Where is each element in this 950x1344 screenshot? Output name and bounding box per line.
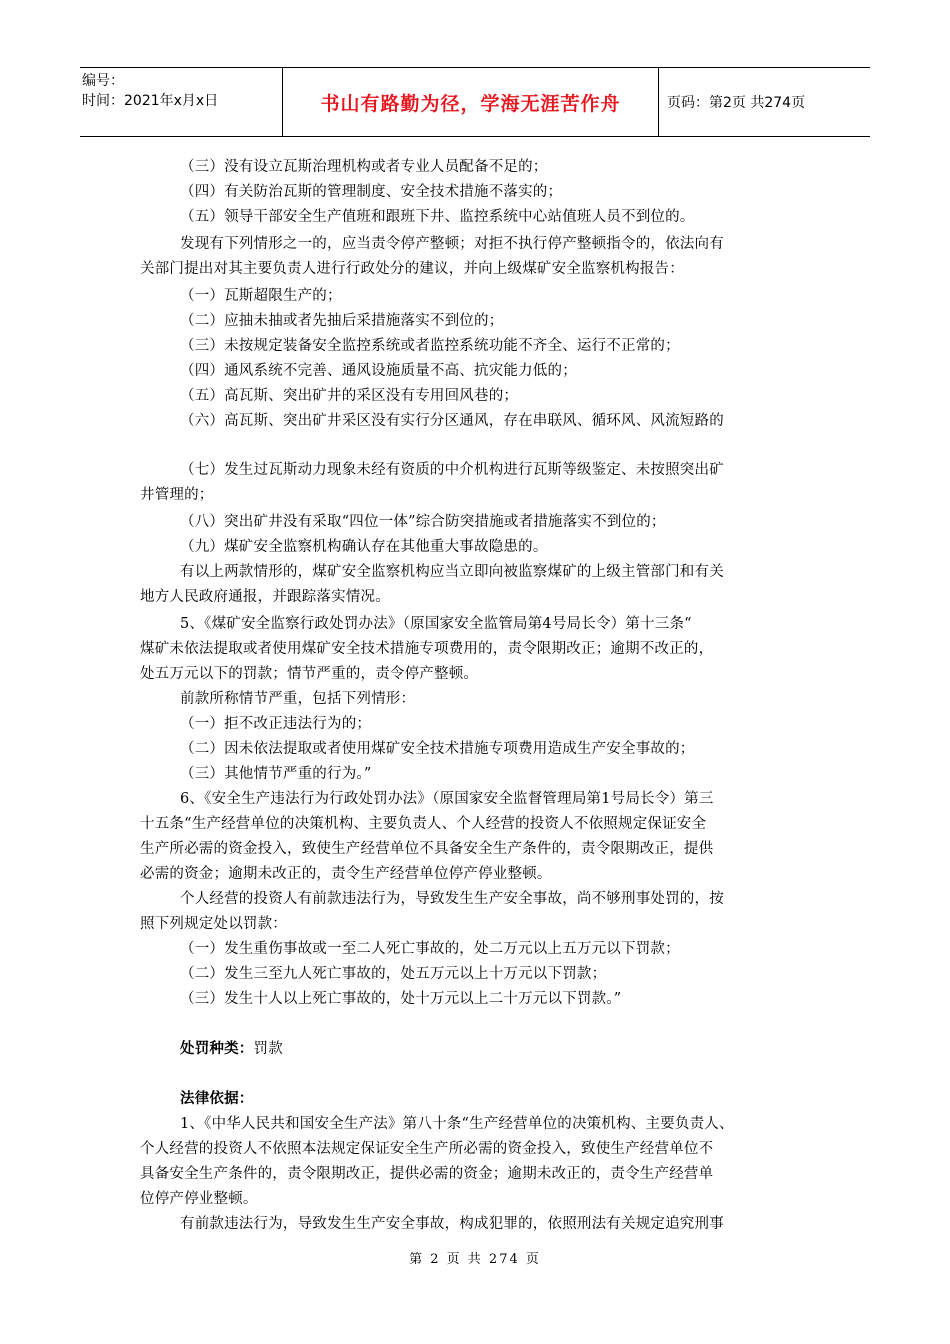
paragraph-line: 有以上两款情形的，煤矿安全监察机构应当立即向被监察煤矿的上级主管部门和有关 <box>180 564 724 580</box>
paragraph-line: 6、《安全生产违法行为行政处罚办法》（原国家安全监督管理局第1号局长令）第三 <box>180 791 714 807</box>
paragraph-line: （三）未按规定装备安全监控系统或者监控系统功能不齐全、运行不正常的； <box>180 338 680 354</box>
paragraph-line: （一）拒不改正违法行为的； <box>180 716 372 732</box>
header-page-cell <box>659 68 870 136</box>
motto-text: 书山有路勤为径，学海无涯苦作舟 <box>320 92 621 115</box>
penalty-type-line <box>180 1039 283 1059</box>
paragraph-line: 照下列规定处以罚款： <box>140 916 287 932</box>
paragraph-line: （七）发生过瓦斯动力现象未经有资质的中介机构进行瓦斯等级鉴定、未按照突出矿 <box>180 462 724 478</box>
legal-line: 有前款违法行为，导致发生生产安全事故，构成犯罪的，依照刑法有关规定追究刑事 <box>180 1216 724 1232</box>
legal-line: 具备安全生产条件的，责令限期改正，提供必需的资金；逾期未改正的，责令生产经营单 <box>140 1166 714 1182</box>
paragraph-line: 地方人民政府通报，并跟踪落实情况。 <box>140 589 390 605</box>
paragraph-line: （八）突出矿井没有采取“四位一体”综合防突措施或者措施落实不到位的； <box>180 514 666 530</box>
penalty-type-label: 处罚种类： <box>180 1041 254 1057</box>
page-footer: 第 2 页 共 274 页 <box>409 1252 541 1267</box>
paragraph-line: （五）高瓦斯、突出矿井的采区没有专用回风巷的； <box>180 388 519 404</box>
header-motto-cell <box>283 68 659 136</box>
paragraph-line: （二）因未依法提取或者使用煤矿安全技术措施专项费用造成生产安全事故的； <box>180 741 695 757</box>
paragraph-line: （二）发生三至九人死亡事故的，处五万元以上十万元以下罚款； <box>180 966 607 982</box>
paragraph-line: 必需的资金；逾期未改正的，责令生产经营单位停产停业整顿。 <box>140 866 552 882</box>
paragraph-line: （六）高瓦斯、突出矿井采区没有实行分区通风，存在串联风、循环风、风流短路的 <box>180 413 724 429</box>
document-date: 时间：2021年x月x日 <box>82 93 219 109</box>
paragraph-line: （三）没有设立瓦斯治理机构或者专业人员配备不足的； <box>180 159 548 175</box>
paragraph-line: （三）发生十人以上死亡事故的，处十万元以上二十万元以下罚款。” <box>180 991 622 1007</box>
header-page-number: 页码：第2页 共274页 <box>667 95 806 111</box>
paragraph-line: 生产所必需的资金投入，致使生产经营单位不具备安全生产条件的，责令限期改正，提供 <box>140 841 714 857</box>
legal-basis-heading: 法律依据： <box>180 1091 254 1107</box>
penalty-type-value: 罚款 <box>253 1041 283 1057</box>
paragraph-line: （一）瓦斯超限生产的； <box>180 288 342 304</box>
legal-line: 位停产停业整顿。 <box>140 1191 258 1207</box>
legal-line: 个人经营的投资人不依照本法规定保证安全生产所必需的资金投入，致使生产经营单位不 <box>140 1141 714 1157</box>
paragraph-line: 关部门提出对其主要负责人进行行政处分的建议，并向上级煤矿安全监察机构报告： <box>140 261 684 277</box>
page-header <box>80 67 870 137</box>
paragraph-line: 5、《煤矿安全监察行政处罚办法》（原国家安全监管局第4号局长令）第十三条“ <box>180 616 692 632</box>
paragraph-line: 个人经营的投资人有前款违法行为，导致发生生产安全事故，尚不够刑事处罚的，按 <box>180 891 724 907</box>
paragraph-line: 十五条“生产经营单位的决策机构、主要负责人、个人经营的投资人不依照规定保证安全 <box>140 816 707 832</box>
document-number-label: 编号： <box>82 73 124 89</box>
paragraph-line: （四）通风系统不完善、通风设施质量不高、抗灾能力低的； <box>180 363 577 379</box>
paragraph-line: （九）煤矿安全监察机构确认存在其他重大事故隐患的。 <box>180 539 548 555</box>
paragraph-line: 发现有下列情形之一的，应当责令停产整顿；对拒不执行停产整顿指令的，依法向有 <box>180 236 724 252</box>
paragraph-line: 前款所称情节严重，包括下列情形： <box>180 691 416 707</box>
paragraph-line: （一）发生重伤事故或一至二人死亡事故的，处二万元以上五万元以下罚款； <box>180 941 680 957</box>
legal-line: 1、《中华人民共和国安全生产法》第八十条“生产经营单位的决策机构、主要负责人、 <box>180 1116 734 1132</box>
header-meta <box>80 68 283 136</box>
paragraph-line: （五）领导干部安全生产值班和跟班下井、监控系统中心站值班人员不到位的。 <box>180 209 695 225</box>
paragraph-line: 井管理的； <box>140 487 214 503</box>
paragraph-line: 煤矿未依法提取或者使用煤矿安全技术措施专项费用的，责令限期改正；逾期不改正的， <box>140 641 714 657</box>
paragraph-line: （四）有关防治瓦斯的管理制度、安全技术措施不落实的； <box>180 184 563 200</box>
paragraph-line: （三）其他情节严重的行为。” <box>180 766 372 782</box>
paragraph-line: 处五万元以下的罚款；情节严重的，责令停产整顿。 <box>140 666 479 682</box>
paragraph-line: （二）应抽未抽或者先抽后采措施落实不到位的； <box>180 313 504 329</box>
